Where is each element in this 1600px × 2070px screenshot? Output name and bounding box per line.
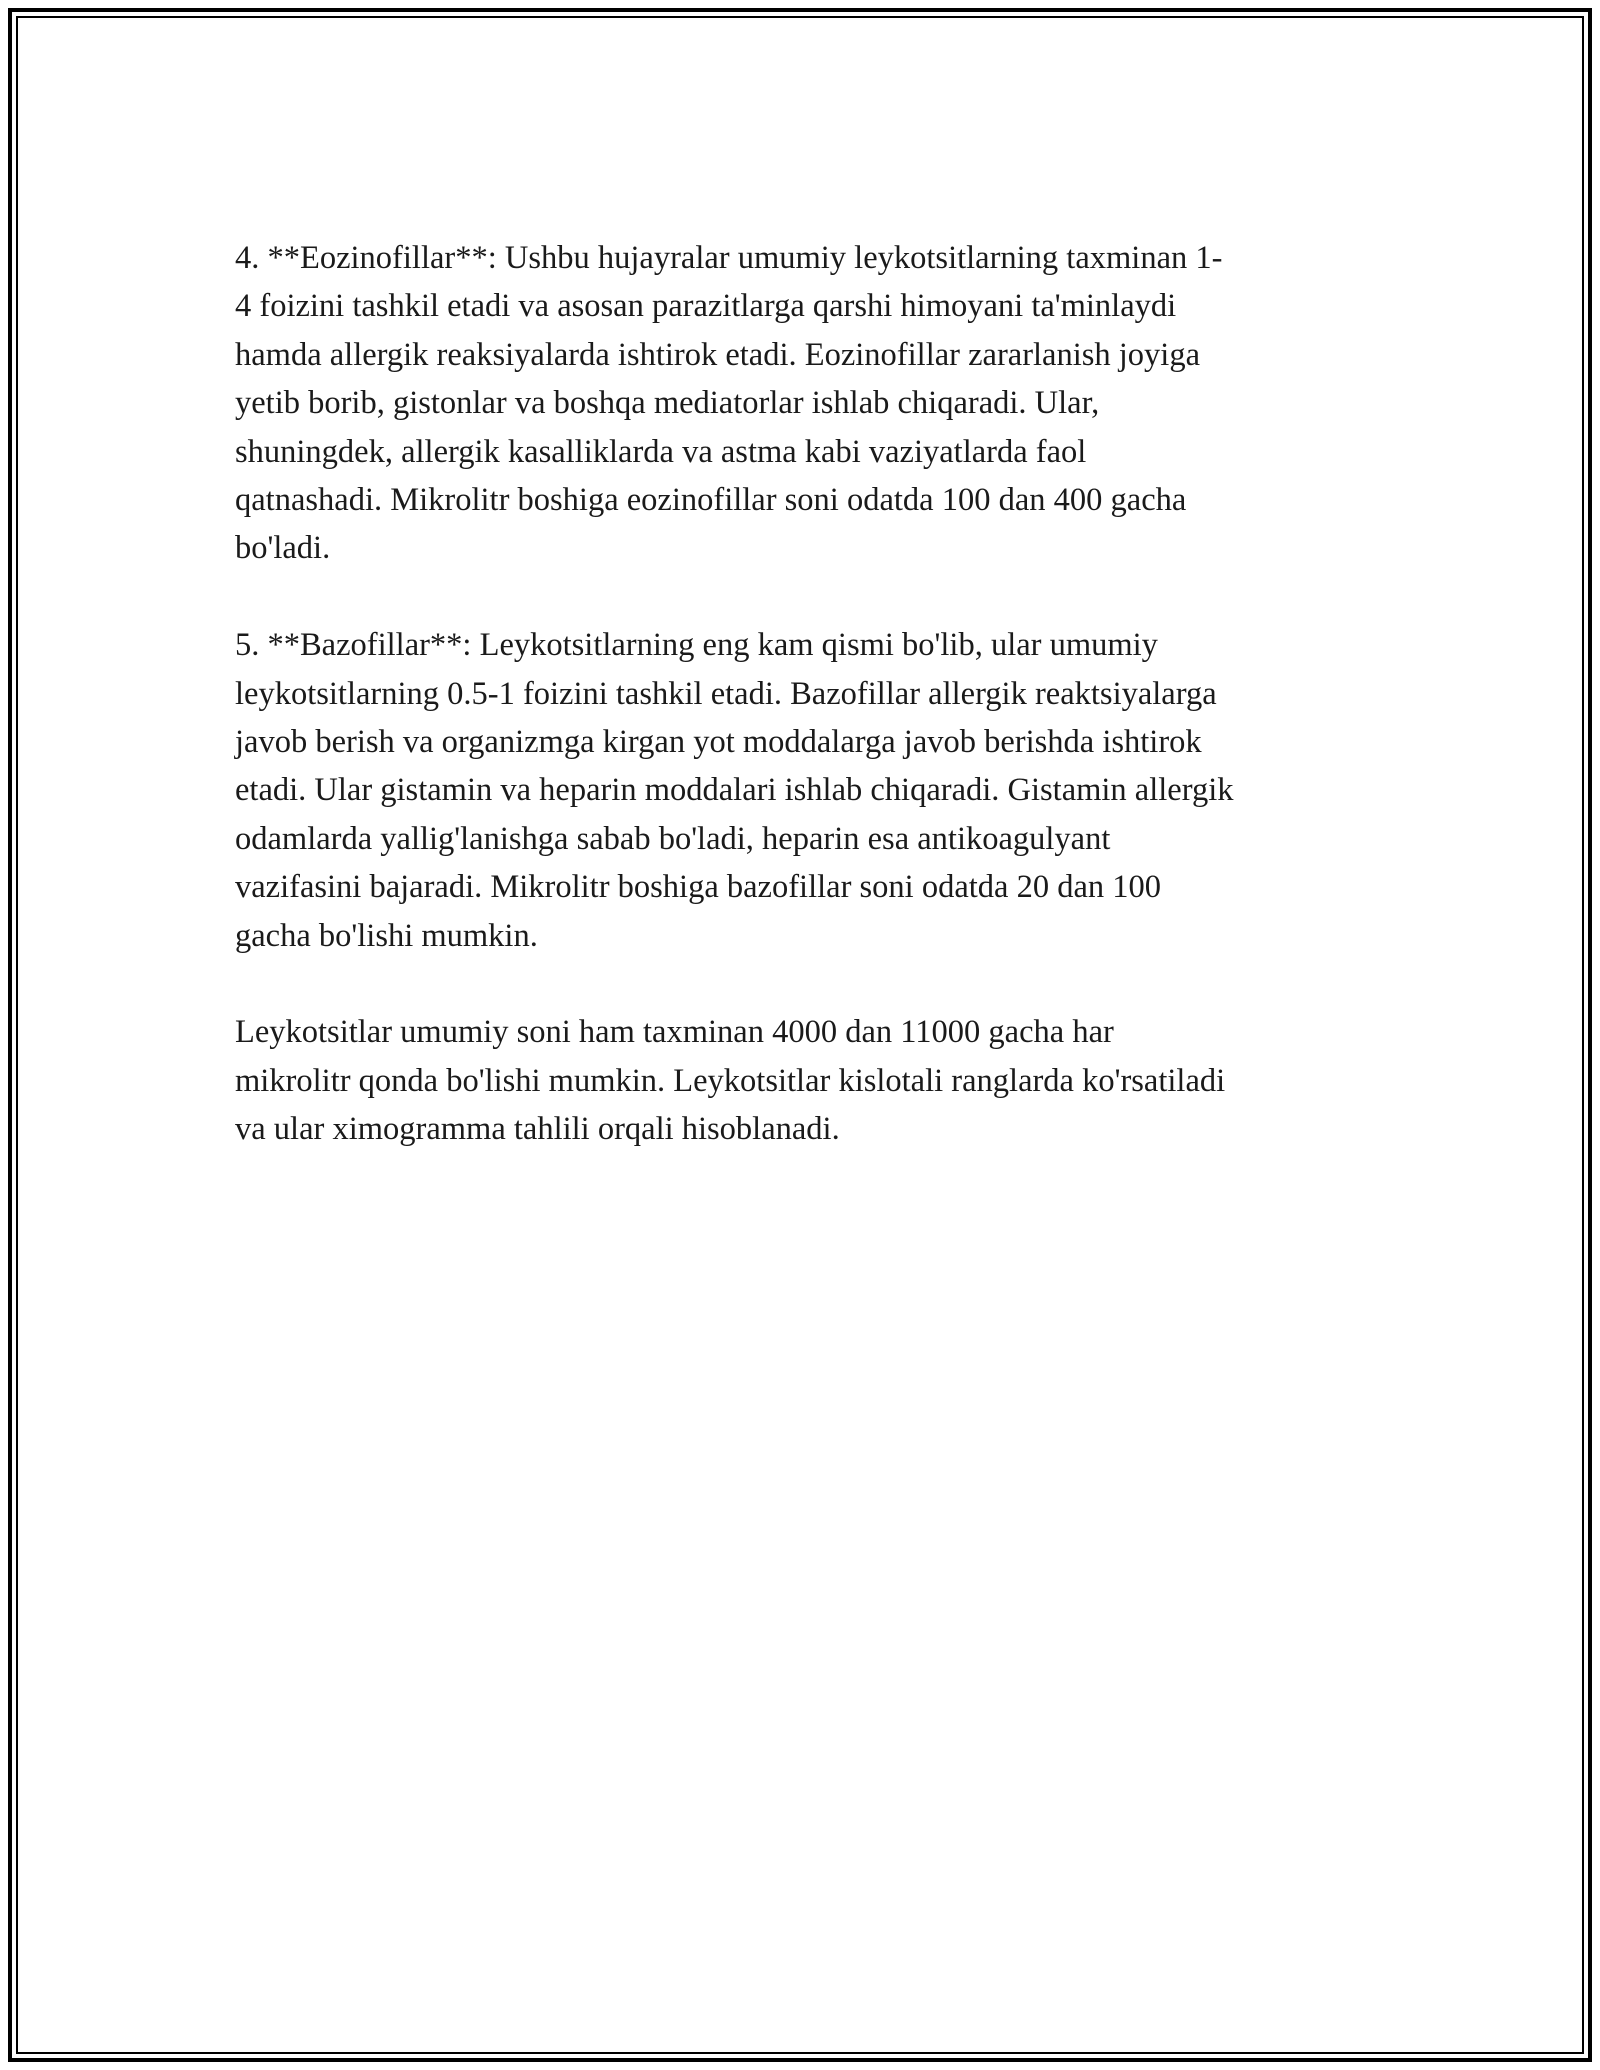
paragraph-leykotsitlar-summary: Leykotsitlar umumiy soni ham taxminan 4000 dan 11000 gacha har mikrolitr qonda bo'lishi mumkin. Leykotsitlar kislotali ranglarda ko'rsatiladi va ular ximogramma tahlili orqali hisoblanadi. — [235, 1014, 1226, 1148]
paragraph-bazofillar: 5. **Bazofillar**: Leykotsitlarning eng kam qismi bo'lib, ular umumiy leykotsitlarning 0.5-1 foizini tashkil etadi. Bazofillar allergik reaktsiyalarga javob berish va organizmga kirgan yot moddalarga javob berishda ishtirok etadi. Ular gistamin va heparin moddalari ishlab chiqaradi. Gistamin allergik odamlarda yallig'lanishga sabab bo'ladi, heparin esa antikoagulyant vazifasini bajaradi. Mikrolitr boshiga bazofillar soni odatda 20 dan 100 gacha bo'lishi mumkin. — [235, 627, 1234, 954]
paragraph-eozinofillar: 4. **Eozinofillar**: Ushbu hujayralar umumiy leykotsitlarning taxminan 1- 4 foizini tashkil etadi va asosan parazitlarga qarshi himoyani ta'minlaydi hamda allergik reaksiyalarda ishtirok etadi. Eozinofillar zararlanish joyiga yetib borib, gistonlar va boshqa mediatorlar ishlab chiqaradi. Ular, shuningdek, allergik kasalliklarda va astma kabi vaziyatlarda faol qatnashadi. Mikrolitr boshiga eozinofillar soni odatda 100 dan 400 gacha bo'ladi. — [235, 240, 1223, 567]
document-body — [235, 234, 1365, 1202]
